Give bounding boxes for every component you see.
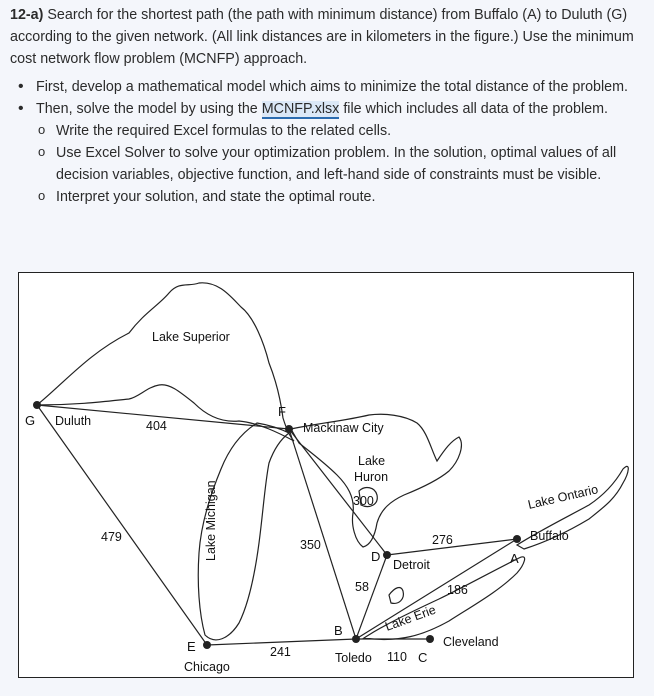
instruction-bullet-2: [36, 98, 646, 208]
lake-huron-label-1: Lake: [358, 454, 386, 468]
node-e-letter: E: [187, 639, 196, 654]
sub-3-text: Interpret your solution, and state the optimal route.: [56, 189, 376, 205]
mcnfp-file-link[interactable]: MCNFP.xlsx: [261, 101, 340, 117]
lake-st-clair-outline: [389, 588, 403, 604]
lake-huron-label-2: Huron: [354, 470, 389, 484]
toledo-label: Toledo: [335, 651, 372, 665]
question-intro-text: Search for the shortest path (the path with minimum distance) from Buffalo (A) to Duluth (G) according to the given network. (All link distances are in kilometers in the figure.) Use the minimum cost network flow problem (MCNFP) approach.: [10, 7, 634, 67]
lake-michigan-label: Lake Michigan: [204, 480, 218, 561]
sub-instruction-list: [36, 120, 646, 208]
lake-outlines: [37, 283, 628, 640]
sub-2-text: Use Excel Solver to solve your optimization problem. In the solution, optimal values of all decision variables, objective function, and left-hand side of constraints must be visible.: [56, 145, 617, 183]
chicago-label: Chicago: [184, 660, 230, 674]
lake-superior-label: Lake Superior: [152, 330, 230, 344]
network-map-svg: [19, 273, 633, 677]
network-nodes: [33, 401, 521, 649]
question-intro: [10, 4, 646, 70]
lake-erie-label: Lake Erie: [383, 602, 438, 634]
bullet-2-text-after: file which includes all data of the problem.: [343, 101, 608, 117]
node-b: [352, 635, 360, 643]
node-e: [203, 641, 211, 649]
duluth-label: Duluth: [55, 414, 92, 428]
question-text: [10, 4, 646, 208]
node-c: [426, 635, 434, 643]
cleveland-label: Cleveland: [443, 635, 499, 649]
detroit-label: Detroit: [393, 558, 430, 572]
distance-g-f: 404: [146, 419, 167, 433]
node-g: [33, 401, 41, 409]
node-d-letter: D: [371, 549, 381, 564]
question-label: 12-a): [10, 7, 44, 23]
node-g-letter: G: [25, 413, 36, 428]
instruction-bullet-1: [36, 76, 646, 98]
network-edges: [37, 405, 517, 645]
bullet-1-text: First, develop a mathematical model which aims to minimize the total distance of the problem.: [36, 79, 628, 95]
distance-e-b: 241: [270, 645, 291, 659]
distance-b-c: 110: [387, 650, 407, 664]
buffalo-label: Buffalo: [530, 529, 569, 543]
network-map-figure: [18, 272, 634, 678]
bullet-2-text-before: Then, solve the model by using the: [36, 101, 258, 117]
edge-g-e: [37, 405, 207, 645]
node-d: [383, 551, 391, 559]
instruction-list: [10, 76, 646, 208]
sub-bullet-2: [56, 142, 646, 186]
distance-d-a: 276: [432, 533, 453, 547]
distance-g-e: 479: [101, 530, 122, 544]
sub-bullet-1: [56, 120, 646, 142]
distance-b-a: 186: [447, 583, 468, 597]
node-b-letter: B: [334, 623, 343, 638]
distance-f-d: 300: [353, 494, 374, 508]
sub-bullet-3: [56, 186, 646, 208]
distance-f-b: 350: [300, 538, 321, 552]
sub-1-text: Write the required Excel formulas to the related cells.: [56, 123, 392, 139]
node-f: [285, 425, 293, 433]
node-a: [513, 535, 521, 543]
distance-d-b: 58: [355, 580, 369, 594]
mackinaw-city-label: Mackinaw City: [303, 421, 384, 435]
node-f-letter: F: [278, 404, 286, 419]
lake-ontario-label: Lake Ontario: [526, 482, 600, 512]
node-c-letter: C: [418, 650, 428, 665]
node-a-letter: A: [510, 551, 519, 566]
edge-d-b: [356, 555, 387, 639]
edge-f-b: [289, 429, 356, 639]
edge-f-d: [289, 429, 387, 555]
